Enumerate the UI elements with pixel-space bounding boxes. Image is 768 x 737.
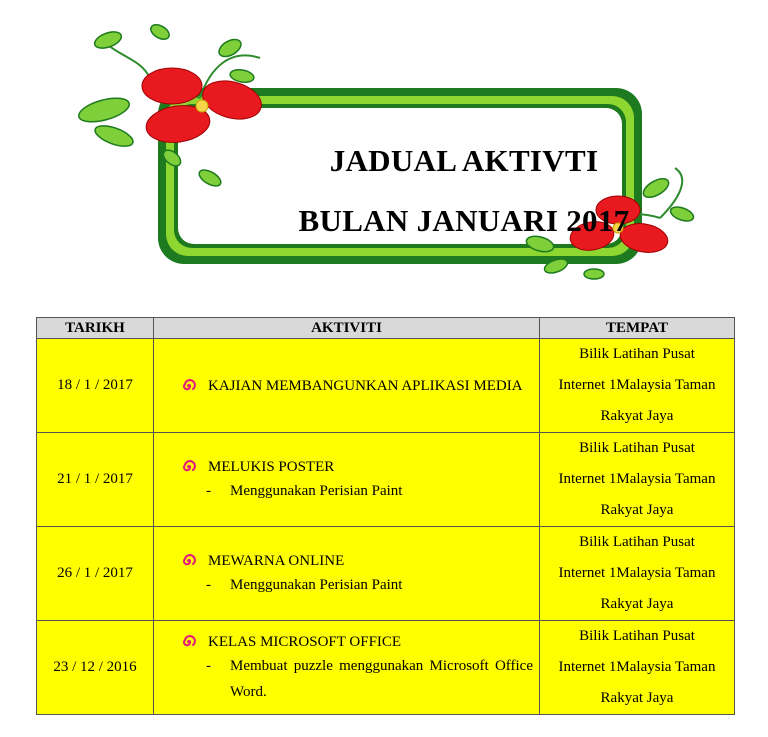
place-line: Internet 1Malaysia Taman bbox=[558, 377, 716, 393]
header-date: TARIKH bbox=[37, 318, 154, 339]
table-row bbox=[37, 339, 735, 433]
activity-title: MELUKIS POSTER bbox=[208, 458, 335, 475]
swirl-bullet-icon bbox=[182, 635, 196, 649]
header-activity: AKTIVITI bbox=[154, 318, 540, 339]
place-cell bbox=[540, 621, 735, 715]
header-place: TEMPAT bbox=[540, 318, 735, 339]
table-row bbox=[37, 527, 735, 621]
table-row bbox=[37, 621, 735, 715]
sub-dash: - bbox=[206, 576, 211, 593]
sub-dash: - bbox=[206, 657, 211, 674]
sub-dash: - bbox=[206, 482, 211, 499]
place-line: Internet 1Malaysia Taman bbox=[558, 565, 716, 581]
activity-cell bbox=[154, 621, 540, 715]
title-block bbox=[210, 106, 710, 276]
table-row bbox=[37, 433, 735, 527]
date-cell: 18 / 1 / 2017 bbox=[37, 339, 154, 433]
activity-subitem: Menggunakan Perisian Paint bbox=[230, 576, 403, 593]
place-line: Bilik Latihan Pusat bbox=[579, 534, 695, 550]
activity-cell bbox=[154, 527, 540, 621]
activity-subitem: Menggunakan Perisian Paint bbox=[230, 482, 403, 499]
place-line: Internet 1Malaysia Taman bbox=[558, 659, 716, 675]
swirl-bullet-icon bbox=[182, 460, 196, 474]
place-cell bbox=[540, 433, 735, 527]
schedule-table bbox=[36, 317, 735, 715]
table-header-row bbox=[37, 318, 735, 339]
activity-cell bbox=[154, 433, 540, 527]
place-line: Rakyat Jaya bbox=[600, 596, 674, 612]
place-line: Bilik Latihan Pusat bbox=[579, 346, 695, 362]
place-line: Rakyat Jaya bbox=[600, 502, 674, 518]
title-banner bbox=[60, 18, 700, 288]
activity-title: KELAS MICROSOFT OFFICE bbox=[208, 633, 402, 650]
activity-subitem: Membuat puzzle menggunakan Microsoft Office Word. bbox=[230, 657, 533, 700]
activity-title: KAJIAN MEMBANGUNKAN APLIKASI MEDIA bbox=[208, 377, 523, 394]
page-subtitle: BULAN JANUARI 2017 bbox=[298, 203, 630, 238]
date-cell: 26 / 1 / 2017 bbox=[37, 527, 154, 621]
place-line: Bilik Latihan Pusat bbox=[579, 440, 695, 456]
place-line: Rakyat Jaya bbox=[600, 408, 674, 424]
page-title: JADUAL AKTIVTI bbox=[329, 143, 599, 178]
date-cell: 21 / 1 / 2017 bbox=[37, 433, 154, 527]
place-line: Bilik Latihan Pusat bbox=[579, 628, 695, 644]
place-cell bbox=[540, 527, 735, 621]
swirl-bullet-icon bbox=[182, 554, 196, 568]
place-line: Internet 1Malaysia Taman bbox=[558, 471, 716, 487]
activity-cell bbox=[154, 339, 540, 433]
place-cell bbox=[540, 339, 735, 433]
swirl-bullet-icon bbox=[182, 379, 196, 393]
date-cell: 23 / 12 / 2016 bbox=[37, 621, 154, 715]
place-line: Rakyat Jaya bbox=[600, 690, 674, 706]
activity-title: MEWARNA ONLINE bbox=[208, 552, 345, 569]
